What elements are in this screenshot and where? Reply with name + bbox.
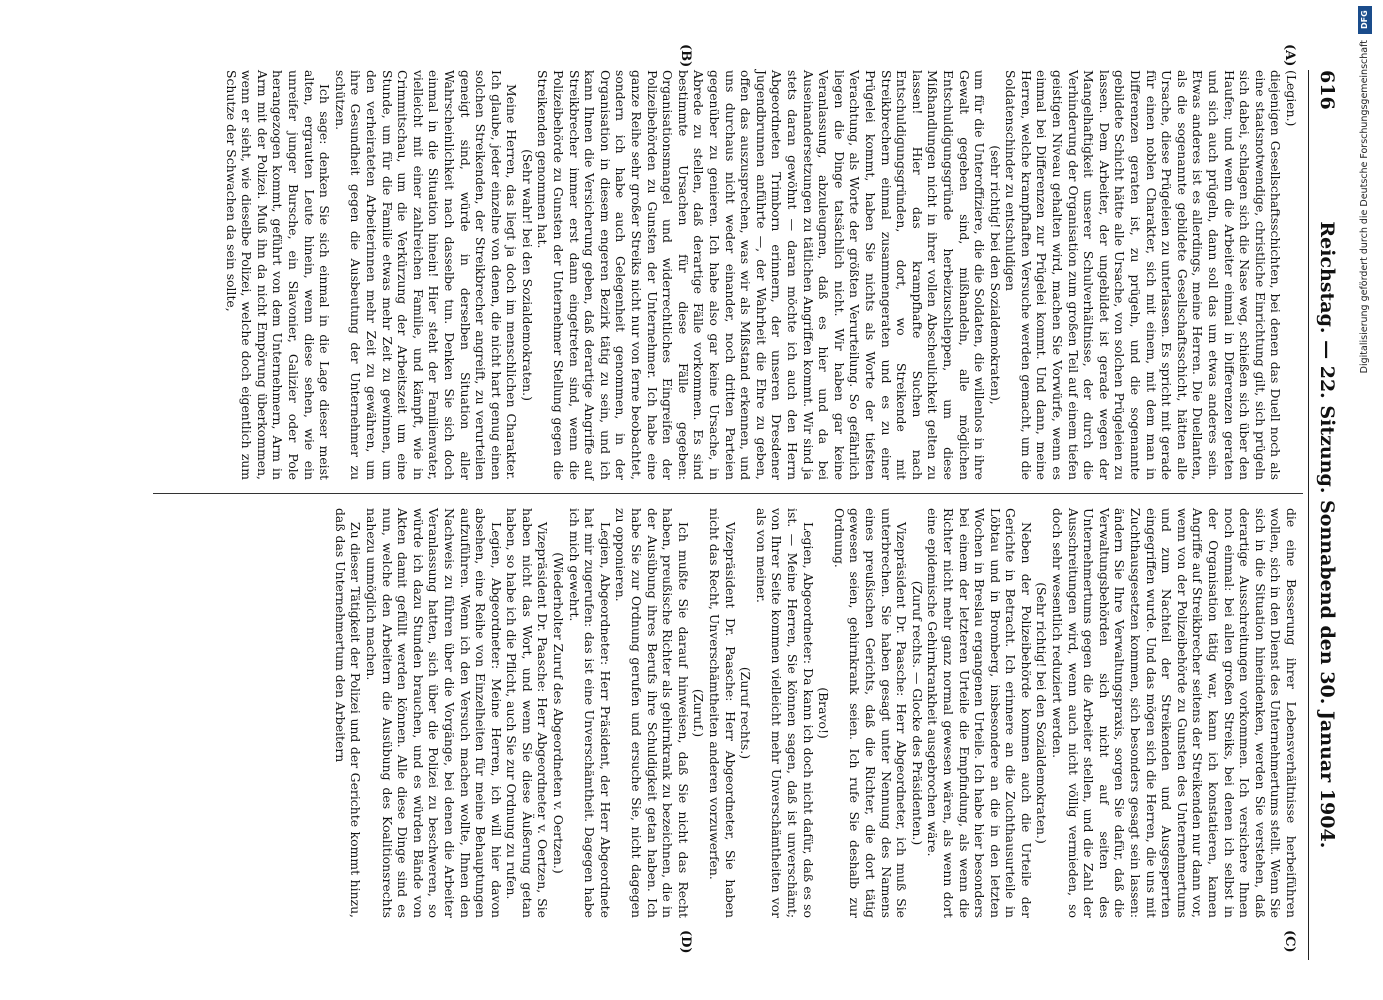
page-number: 616	[1316, 70, 1338, 110]
paragraph: die eine Besserung ihrer Lebensverhältnisse herbeiführen wollen, sich in den Dienst des Unternehmertums stellt. Wenn Sie sich in die Situation hineindenken, werden Sie verstehen, daß derartige Ausschreitungen vorkommen. Ich versichere Ihnen noch einmal: bei allen großen Streiks, bei denen ich selbst in der Organisation tätig war, kann ich konstatieren, kamen Angriffe auf Streikbrecher seitens der Streikenden nur dann vor, wenn von der Polizeibehörde zu Gunsten des Unternehmertums und zum Nachteil der Streikenden und Ausgesperrten eingegriffen wurde. Und das mögen sich die Herren, die uns mit Zuchthausgesetzen kommen, sich besonders gesagt sein lassen: ändern Sie Ihre Verwaltungspraxis, sorgen Sie dafür, daß die Verwaltungsbehörden sich nicht auf seiten des Unternehmertums gegen die Arbeiter stellen, und die Zahl der Ausschreitungen wird, wenn auch nicht völlig vermieden, so doch sehr wesentlich reduziert werden.	[1050, 508, 1299, 918]
margin-marker-b: (B)	[678, 44, 693, 68]
paragraph: Ich sage: denken Sie sich einmal in die Lage dieser meist alten, ergrauten Leute hinein, wenn diese sehen, wie ein unreifer junger Bursche, ein Slavonier, Galizier oder Pole herangezogen kommt, geführt von dem Unternehmern, Arm in Arm mit der Polizei. Muß ihn da nicht Empörung überkommen, wenn er sieht, wie dieselbe Polizei, welche doch eigentlich zum Schutze der Schwachen da sein sollte,	[223, 70, 333, 480]
interjection: (Wiederholter Zuruf des Abgeordneten v. Oertzen.)	[551, 552, 567, 874]
interjection: (Sehr richtig! bei den Sozialdemokraten.)	[1034, 582, 1050, 844]
interjection: (Sehr wahr! bei den Sozialdemokraten.)	[519, 149, 535, 401]
margin-marker-c: (C)	[1282, 930, 1297, 953]
interjection: (Zuruf.)	[691, 688, 707, 738]
attribution-text: Digitalisierung gefördert durch die Deutsche Forschungsgemeinschaft	[1359, 40, 1370, 374]
interjection: (sehr richtig! bei den Sozialdemokraten),	[987, 145, 1003, 405]
margin-marker-a: (A)	[1282, 44, 1297, 67]
paragraph: Ich mußte Sie darauf hinweisen, daß Sie nicht das Recht haben, preußische Richter als gehirnkrank zu bezeichnen, die in der Ausübung ihres Berufs ihre Schuldigkeit getan haben. Ich habe Sie zur Ordnung gerufen und ersuche Sie, nicht dagegen zu opponieren.	[613, 508, 691, 918]
left-column	[223, 70, 1299, 480]
digitization-footer	[1345, 0, 1383, 1000]
interjection: (Zuruf rechts.)	[738, 666, 754, 760]
paragraph: Zu dieser Tätigkeit der Polizei und der Gerichte kommt hinzu, daß das Unternehmertum den Arbeitern	[332, 508, 364, 918]
dfg-logo: DFG	[1358, 6, 1372, 34]
paragraph: Legien, Abgeordneter: Meine Herren, ich will hier davon absehen, eine Reihe von Einzelheiten für meine Behauptungen aufzuführen. Wenn ich den Versuch machen wollte, Ihnen den Nachweis zu führen über die Vorgänge, bei denen die Arbeiter Veranlassung hatten, sich über die Polizei zu beschweren, so würde ich dazu Stunden brauchen, und es würden Bände von Akten damit gefüllt werden können. Alle diese Dinge sind es nun, welche den Arbeitern die Ausübung des Koalitionsrechts nahezu unmöglich machen.	[363, 508, 504, 918]
right-column	[332, 508, 1299, 918]
page-header	[1308, 70, 1345, 960]
speaker-tag: (Legien.)	[1284, 70, 1299, 127]
paragraph: Vizepräsident Dr. Paasche: Herr Abgeordneter, ich muß Sie unterbrechen. Sie haben gesagt unter Nennung des Namens eines preußischen Gerichts, daß die Richter, die dort tätig gewesen seien, gehirnkrank seien. Ich rufe Sie deshalb zur Ordnung.	[831, 508, 910, 918]
paragraph: Legien, Abgeordneter: Da kann ich doch nicht dafür, daß es so ist. — Meine Herren, Sie können sagen, daß ist unverschämt; von Ihrer Seite kommen vielleicht mehr Unverschämtheiten vor als von meiner.	[753, 508, 816, 918]
interjection: (Bravo!)	[816, 687, 832, 739]
paragraph: Meine Herren, das liegt ja doch im menschlichen Charakter. Ich glaube, jeder einzelne von denen, die nicht hart genug einen solchen Streikenden, der Streikbrecher angreift, zu verurteilen geneigt sind, würde in derselben Situation aller Wahrscheinlichkeit nach dasselbe tun. Denken Sie sich doch einmal in die Situation hinein! Hier steht der Familienvater, vielleicht mit einer zahlreichen Familie, und kämpft, wie in Crimmitschau, um die Verkürzung der Arbeitszeit um eine Stunde, um für die Familie etwas mehr Zeit zu gewinnen, um den verheirateten Arbeiterinnen mehr Zeit zu gewähren, um ihre Gesundheit gegen die Ausbeutung der Unternehmer zu schützen.	[332, 70, 520, 480]
paragraph: Vizepräsident Dr. Paasche: Herr Abgeordneter v. Oertzen, Sie haben nicht das Wort, und wenn Sie diese Äußerung getan haben, so habe ich die Pflicht, auch Sie zur Ordnung zu rufen.	[504, 508, 551, 918]
paragraph: um für die Unteroffiziere, die die Soldaten, die willenlos in ihre Gewalt gegeben sind, mißhandeln, alle möglichen Entschuldigungsgründe herbeizuschleppen, um diese Mißhandlungen nicht in ihrer vollen Abscheulichkeit gelten zu lassen! Hier das krampfhafte Suchen nach Entschuldigungsgründen, dort, wo Streikende mit Streikbrechern einmal zusammengeraten und es zu einer Prügelei kommt, haben Sie nichts als Worte der tiefsten Verachtung, als Worte der größten Verurteilung. So gefährlich liegen die Dinge tatsächlich nicht. Wir haben gar keine Veranlassung, abzuleugnen, daß es hier und da bei Auseinandersetzungen zu tätlichen Angriffen kommt. Wir sind ja stets daran gewöhnt — daran möchte ich auch den Herrn Abgeordneten Trimborn erinnern, der unseren Dresdener Jugendbrunnen anführte —, der Wahrheit die Ehre zu geben, offen das auszusprechen, was wir als Mißstand erkennen, und uns durchaus nicht weder einander, noch dritten Parteien gegenüber zu genieren. Ich habe also gar keine Ursache, in Abrede zu stellen, daß derartige Fälle vorkommen. Es sind bestimmte Ursachen für diese Fälle gegeben: Organisationsmangel und widerrechtliches Eingreifen der Polizeibehörden zu Gunsten der Unternehmer. Ich habe eine ganze Reihe sehr großer Streiks nicht nur von ferne beobachtet, sondern ich habe auch Gelegenheit genommen, in der Organisation in diesem engeren Bezirk tätig zu sein, und ich kann Ihnen die Versicherung geben, daß derartige Angriffe auf Streikbrecher immer erst dann eingetreten sind, wenn die Polizeibehörde zu Gunsten der Unternehmer Stellung gegen die Streikenden genommen hat.	[535, 70, 988, 480]
column-divider	[153, 493, 1303, 494]
margin-marker-d: (D)	[678, 930, 693, 954]
paragraph: Neben der Polizeibehörde kommen auch die Urteile der Gerichte in Betracht. Ich erinnere an die Zuchthausurteile in Löbtau und in Bromberg, insbesondere an die in den letzten Wochen in Breslau ergangenen Urteile. Ich habe hier besonders bei einem der letzteren Urteile die Empfindung, als wenn die Richter nicht mehr ganz normal gewesen wären, als wenn dort eine epidemische Gehirnkrankheit ausgebrochen wäre.	[925, 508, 1034, 918]
paragraph: Legien, Abgeordneter: Herr Präsident, der Herr Abgeordnete hat mir zugerufen: das ist eine Unverschämtheit. Dagegen habe ich mich gewehrt.	[566, 508, 613, 918]
running-title: Reichstag. — 22. Sitzung. Sonnabend den 30. Januar 1904.	[1316, 221, 1338, 849]
interjection: (Zuruf rechts. — Glocke des Präsidenten.)	[909, 580, 925, 846]
paragraph: diejenigen Gesellschaftsschichten, bei denen das Duell noch als eine staatsnotwendige, christliche Einrichtung gilt, sich prügeln sich dabei, schlagen sich die Nase weg, schießen sich über den Haufen; und wenn die Arbeiter einmal in Differenzen geraten und sich auch prügeln, dann soll das um etwas anderes sein. Etwas anderes ist es allerdings, meine Herren. Die Duellanten, als die sogenannte gebildete Gesellschaftsschicht, hätten alle Ursache, diese Prügeleien zu unterlassen. Es spricht mit gerade für einen noblen Charakter, sich mit einem, mit dem man in Differenzen geraten ist, zu prügeln, und die sogenannte gebildete Schicht hätte alle Ursache, von solchen Prügeleien zu lassen. Dem Arbeiter, der ungebildet ist gerade wegen der Mangelhaftigkeit unserer Schulverhältnisse, der durch die Verhinderung der Organisation zum großen Teil auf einem tiefen geistigen Niveau gehalten wird, machen Sie Vorwürfe, wenn es einmal bei Differenzen zur Prügelei kommt. Und dann, meine Herren, welche krampfhaften Versuche werden gemacht, um die Soldatenschinder zu entschuldigen	[1003, 70, 1284, 480]
paragraph: Vizepräsident Dr. Paasche: Herr Abgeordneter, Sie haben nicht das Recht, Unverschämtheiten anderen vorzuwerfen.	[707, 508, 738, 918]
